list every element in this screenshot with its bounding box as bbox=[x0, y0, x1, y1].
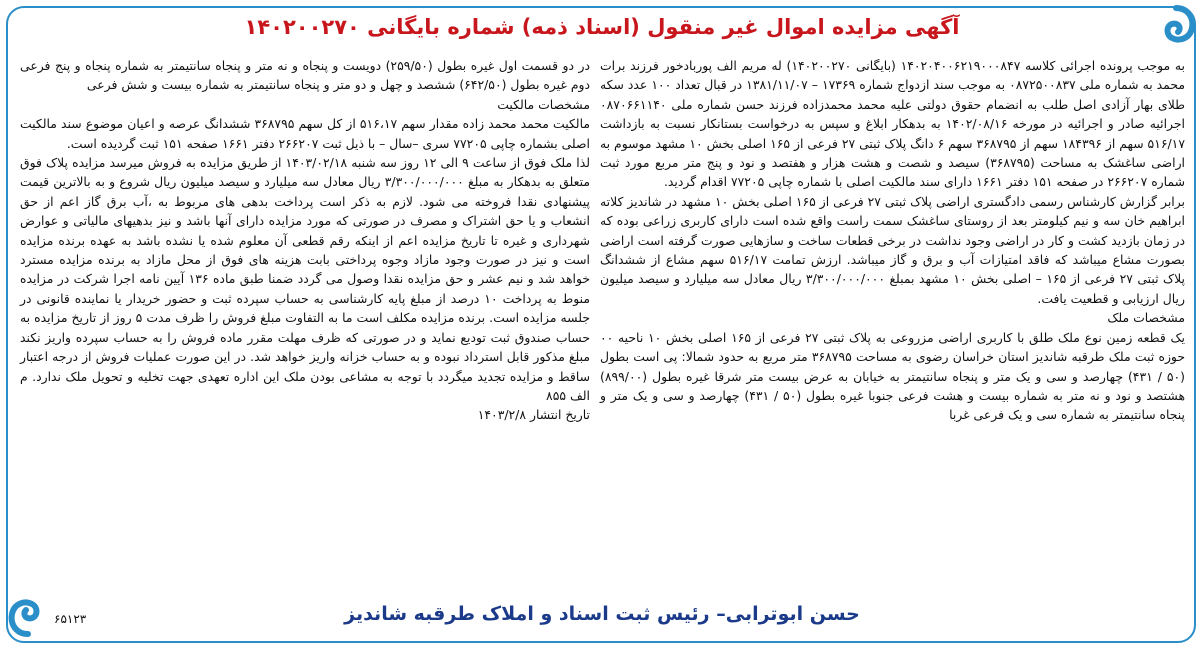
notice-title: آگهی مزایده اموال غیر منقول (اسناد ذمه) شماره بایگانی ۱۴۰۲۰۰۲۷۰ bbox=[244, 15, 960, 39]
signature-line: حسن ابوترابی– رئیس ثبت اسناد و املاک طرقبه شاندیز bbox=[344, 603, 860, 625]
right-column bbox=[600, 56, 1185, 425]
section-heading: مشخصات مالکیت bbox=[497, 96, 590, 112]
paragraph: برابر گزارش کارشناس رسمی دادگستری اراضی پلاک ثبتی ۲۷ فرعی از ۱۶۵ اصلی بخش ۱۰ مشهد در شاندیز کلاته ابراهیم خان سه و نیم کیلومتر بعد از روستای ساغشک سمت راست واقع شده است دارای کاربری زراعی بوده که در زمان بازدید کشت و کار در اراضی وجود نداشت در برخی قطعات ساخت و سازهایی صورت گرفته است اراضی بصورت مشاع میباشد که فاقد امتیازات آب و برق و گاز میباشد. ارزش تمامت ۵۱۶/۱۷ سهم مشاع از ششدانگ پلاک ثبتی ۲۷ فرعی از ۱۶۵ – اصلی بخش ۱۰ مشهد بمبلغ ۳/۳۰۰/۰۰۰/۰۰۰ ریال معادل سه میلیارد و سیصد میلیون ریال ارزیابی و قطعیت یافت. bbox=[600, 193, 1185, 306]
left-column bbox=[20, 56, 590, 425]
notice-code: ۶۵۱۲۳ bbox=[54, 612, 87, 626]
paragraph: یک قطعه زمین نوع ملک طلق با کاربری اراضی مزروعی به پلاک ثبتی ۲۷ فرعی از ۱۶۵ اصلی بخش ۱۰ ناحیه ۰۰ حوزه ثبت ملک طرقبه شاندیز استان خراسان رضوی به مساحت ۳۶۸۷۹۵ متر مربع به حدود شمالا: پی است بطول (۵۰ / ۴۳۱) چهارصد و سی و یک متر و پنجاه سانتیمتر به خیابان به عرض بیست متر شرقا غیره بطول (۸۹۹/۰۰) هشتصد و نود و نه متر به شماره بیست و هشت فرعی جنوبا غیره بطول (۵۰ / ۴۳۱) چهارصد و سی و یک متر و پنجاه سانتیمتر به شماره سی و یک فرعی غربا bbox=[600, 329, 1185, 423]
section-heading: مشخصات ملک bbox=[1107, 310, 1185, 326]
paragraph: مالکیت محمد محمد زاده مقدار سهم ۵۱۶،۱۷ از کل سهم ۳۶۸۷۹۵ ششدانگ عرصه و اعیان موضوع سند مالکیت اصلی بشماره چاپی ۷۷۲۰۵ سری –سال – با ذیل ثبت ۲۶۶۲۰۷ دفتر ۱۶۶۱ صفحه ۱۵۱ ثبت گردیده است. bbox=[20, 116, 590, 151]
paragraph: لذا ملک فوق از ساعت ۹ الی ۱۲ روز سه شنبه ۱۴۰۳/۰۲/۱۸ از طریق مزایده به فروش میرسد مزایده پلاک فوق متعلق به بدهکار به مبلغ ۳/۳۰۰/۰۰۰/۰۰۰ ریال معادل سه میلیارد و سیصد میلیون ریال شروع و به بالاترین قیمت پیشنهادی نقدا فروخته می شود. لازم به ذکر است پرداخت بدهی های مربوط به ،آب برق گاز اعم از حق انشعاب و یا حق اشتراک و مصرف در صورتی که مورد مزایده دارای آنها باشد و نیز بدهیهای مالیاتی و عوارض شهرداری و غیره تا تاریخ مزایده اعم از اینکه رقم قطعی آن معلوم شده یا نشده باشد به عهده برنده مزایده است و نیز در صورت وجود مازاد وجوه پرداختی بابت هزینه های فوق از محل مازاد به برنده مزایده مسترد خواهد شد و نیم عشر و حق مزایده نقدا وصول می گردد ضمنا طبق ماده ۱۳۶ آیین نامه اجرا شرکت در مزایده منوط به پرداخت ۱۰ درصد از مبلغ پایه کارشناسی به حساب سپرده ثبت و حضور خریدار یا نماینده قانونی در جلسه مزایده است. برنده مزایده مکلف است ما به التفاوت مبلغ فروش را ظرف مدت ۵ روز از تاریخ مزایده به حساب صندوق ثبت تودیع نماید و در صورتی که ظرف مهلت مقرر ماده فروش را به حساب سپرده واریز نکند مبلغ مذکور قابل استرداد نبوده و به حساب خزانه واریز خواهد شد. در این صورت عملیات فروش از درجه اعتبار ساقط و مزایده تجدید میگردد با توجه به مشاعی بودن ملک این اداره تعهدی جهت تخلیه و تحویل ملک ندارد. م الف ۸۵۵ bbox=[20, 155, 591, 403]
publish-date: تاریخ انتشار ۱۴۰۳/۲/۸ bbox=[477, 407, 590, 423]
paragraph: به موجب پرونده اجرائی کلاسه ۱۴۰۲۰۴۰۰۶۲۱۹۰۰۰۸۴۷ (بایگانی ۱۴۰۲۰۰۲۷۰) له مریم الف پوربادخور فرزند برات محمد به شماره ملی ۰۸۷۲۵۰۰۸۳۷ به موجب سند ازدواج شماره ۱۷۳۶۹ – ۱۳۸۱/۱۱/۰۷ در قبال تعداد ۱۰۰ عدد سکه طلای بهار آزادی اصل طلب به انضمام حقوق دولتی علیه محمد محمدزاده فرزند حسن شماره ملی ۰۸۷۰۶۶۱۱۴۰ اجرائیه صادر و اجرائیه در مورخه ۱۴۰۲/۰۸/۱۶ به بدهکار ابلاغ و سپس به درخواست بستانکار نسبت به بازداشت ۵۱۶/۱۷ سهم از ۱۸۴۳۹۶ سهم از ۳۶۸۷۹۵ سهم ۶ دانگ پلاک ثبتی ۲۷ فرعی از ۱۶۵ اصلی بخش ۱۰ مشهد موسوم به اراضی ساغشک به مساحت (۳۶۸۷۹۵) سیصد و شصت و هشت هزار و هفتصد و نود و پنج متر مربع مورد ثبت شماره ۲۶۶۲۰۷ در صفحه ۱۵۱ دفتر ۱۶۶۱ دارای سند مالکیت اصلی با شماره چاپی ۷۷۲۰۵ اقدام گردید. bbox=[600, 58, 1185, 190]
paragraph: در دو قسمت اول غیره بطول (۲۵۹/۵۰) دویست و پنجاه و نه متر و پنجاه سانتیمتر به شماره پنجاه و پنج فرعی دوم غیره بطول (۶۴۲/۵۰) ششصد و چهل و دو متر و پنجاه سانتیمتر به شماره بیست و شش فرعی bbox=[20, 58, 590, 93]
